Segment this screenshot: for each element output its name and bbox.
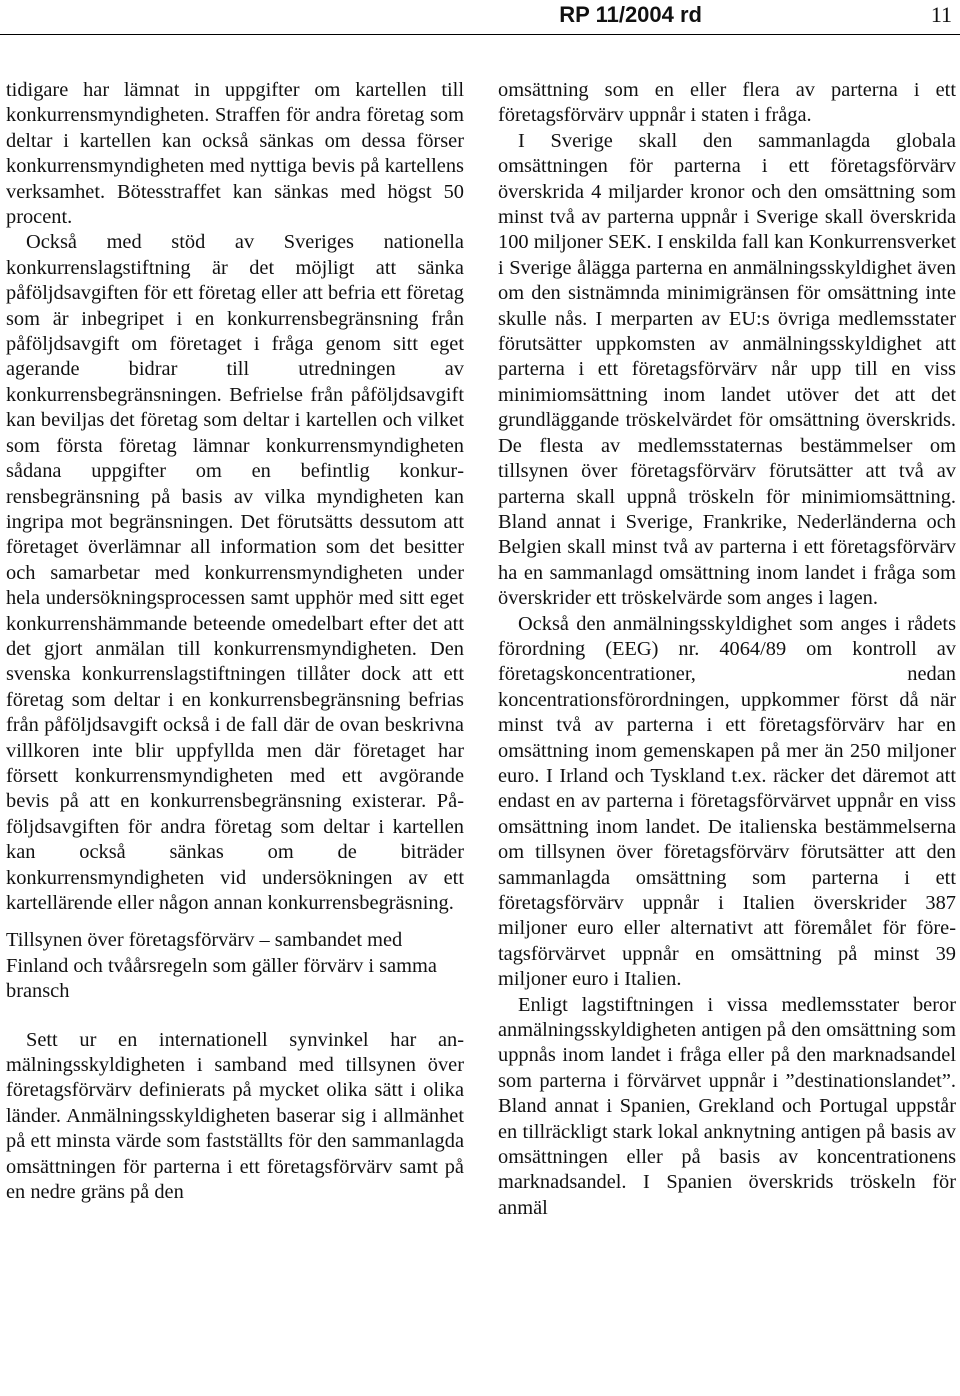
- page-number: 11: [930, 2, 952, 27]
- paragraph: tidigare har lämnat in uppgifter om kartellen till konkurrensmyndigheten. Straffen för andra företag som deltar i kartellen kan också sänkas om dessa förser konkurrensmyndigheten med nyttiga bevis på kartellens verksamhet. Bötesstraffet kan sänkas med högst 50 procent.: [6, 79, 464, 229]
- paragraph: Också med stöd av Sveriges nationella konkurrenslagstiftning är det möjligt att sänka påföljdsavgiften för ett företag eller att befria ett företag som är inbegripet i en konkurrensbegränsning från påföljdsavgift om företaget i fråga genom sitt eget agerande bidrar till utredningen av konkurrensbegränsningen. Befrielse från påföljdsavgift kan beviljas det företag som deltar i kartellen och vilket som första företag lämnar konkurrensmyndigheten sådana uppgifter om en befintlig konkurrensbegränsning på basis av vilka myndigheten kan ingripa mot begränsningen. Det förutsätts dessutom att företaget överlämnar all information som det besitter och samarbetar med konkurrensmyndigheten under hela undersökningsprocessen samt upphör med sitt eget konkurrenshämmande beteende omedelbart efter det att det gjort anmälan till konkurrensmyndigheten. Den svenska konkurrenslagstiftningen tillåter dock att ett företag som deltar i en konkurrensbegränsning befrias från påföljdsavgift också i de fall där de ovan beskrivna villkoren inte blir uppfyllda men där företaget har försett konkurrensmyndigheten med ett avgörande bevis på att en konkurrensbegränsning existerar. Påföljdsavgiften för andra företag som deltar i kartellen kan också sänkas om de biträder konkurrensmyndigheten vid undersökningen av ett kartellärende eller någon annan konkurrensbegräsning.: [6, 231, 464, 914]
- paragraph: Enligt lagstiftningen i vissa medlemsstater beror anmälningsskyldigheten antigen på den omsättning som uppnås inom landet i fråga eller på den marknadsandel som parterna i förvärvet uppnår i ”destinationslandet”. Bland annat i Spanien, Grekland och Portugal uppstår en tillräckligt stark lokal anknytning antigen på basis av omsättningen eller på basis av koncentrationens marknadsandel. I Spanien överskrids tröskeln för anmäl: [498, 993, 956, 1219]
- right-column: [498, 78, 956, 1221]
- left-column: [6, 78, 464, 1205]
- paragraph: I Sverige skall den sammanlagda globala omsättningen för parterna i ett företagsförvärv överskrida 4 miljarder kronor och den omsättning som minst två av parterna uppnår i Sverige skall överskrida 100 miljoner SEK. I enskilda fall kan Konkurrensverket i Sverige ålägga parterna en anmälningsskyldighet även om den sistnämnda minimigränsen för omsättning inte skulle nås. I merparten av EU:s övriga medlemsstater förutsätter uppkomsten av anmälningsskyldighet att parterna i ett företagsförvärv når upp till en viss minimiomsättning inom landet utöver det att det grundläggande tröskelvärdet för omsättning överskrids. De flesta av medlemsstaternas bestämmelser om tillsynen över företagsförvärv förutsätter att två av parterna skall uppnå tröskeln för minimiomsättning. Bland annat i Sverige, Frankrike, Nederländerna och Belgien skall minst två av parterna i ett företagsförvärv ha en sammanlagd omsättning inom landet i fråga som överskrider ett tröskelvärde som anges i lagen.: [498, 129, 956, 610]
- paragraph: Också den anmälningsskyldighet som anges i rådets förordning (EEG) nr. 4064/89 om kontroll av företagskoncentrationer, nedan koncentrationsförordningen, uppkommer först då när minst två av parterna i ett företagsförvärv har en omsättning inom gemenskapen på mer än 250 miljoner euro. I Irland och Tyskland t.ex. räcker det däremot att endast en av parterna i företagsförvärvet uppnår en viss omsättning inom landet. De italienska bestämmelserna om tillsynen över företagsförvärv förutsätter att den sammanlagda omsättning som parterna i ett företagsförvärv uppnår i Italien överskrider 387 miljoner euro eller alternativt att föremålet för företagsförvärvet uppnår en omsättning på minst 39 miljoner euro i Italien.: [498, 612, 956, 991]
- document-reference: RP 11/2004 rd: [559, 2, 702, 27]
- section-heading: Tillsynen över företagsförvärv – sambandet med Finland och tvåårsregeln som gäller förvärv i samma bransch: [6, 929, 437, 1003]
- paragraph: omsättning som en eller flera av parterna i ett företagsförvärv uppnår i staten i fråga.: [498, 79, 956, 127]
- page-header: [0, 0, 960, 35]
- paragraph: Sett ur en internationell synvinkel har anmälningsskyldigheten i samband med tillsynen över företagsförvärv definierats på mycket olika sätt i olika länder. Anmälningsskyldigheten baserar sig i allmänhet på ett minsta värde som fastställts för den sammanlagda omsättningen för parterna i ett företagsförvärv samt på en nedre gräns på den: [6, 1028, 464, 1204]
